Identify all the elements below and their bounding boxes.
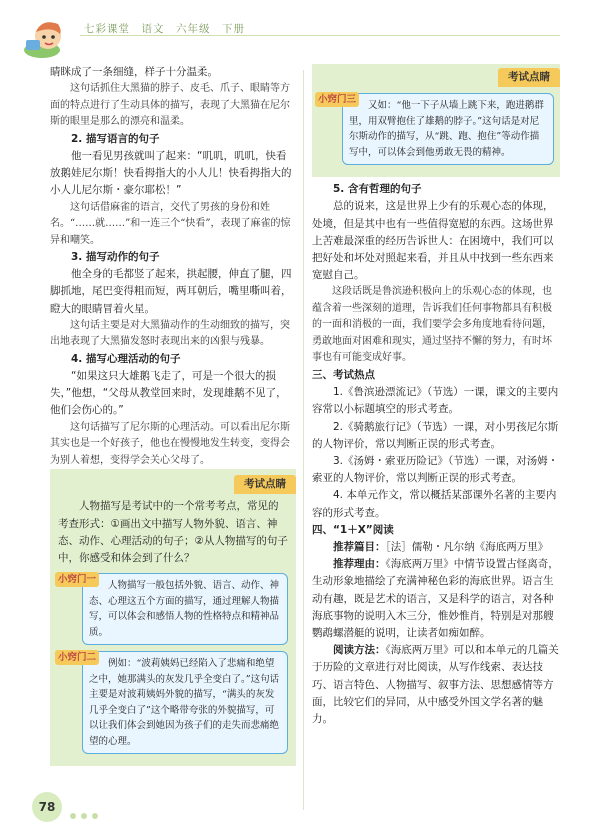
paragraph: “如果这只大雄鹅飞走了，可是一个很大的损失，”他想，“父母从教堂回来时，发现雄鹅不见了，他们会伤心的。”: [50, 370, 287, 417]
annotation: 这句话抓住大黑猫的脖子、皮毛、爪子、眼睛等方面的特点进行了生动具体的描写，表现了大黑猫在尼尔斯的眼里是那么的漂亮和温柔。: [50, 83, 290, 128]
recommended-title: 推荐篇目：［法］儒勒・凡尔纳《海底两万里》: [333, 540, 549, 553]
list-item: 3.《汤姆・索亚历险记》（节选）一课，对汤姆・索亚的人物评价，常以判断正误的形式考查。: [312, 454, 559, 485]
column-divider: [303, 70, 304, 810]
list-item: 4. 本单元作文，常以概括某部课外名著的主要内容的形式考查。: [312, 489, 557, 519]
exam-text: 人物描写是考试中的一个常考考点，常见的考查形式：①画出文中描写人物外貌、语言、神态、动作、心理活动的句子；②从人物描写的句子中，你感受和体会到了什么？: [58, 500, 288, 564]
header-rule: [80, 35, 560, 36]
tip-label: 小窍门三: [315, 92, 359, 107]
section-heading: 三、考试热点: [312, 368, 375, 381]
header-title: 七彩课堂 语文 六年级 下册: [84, 23, 245, 35]
annotation: 这句话描写了尼尔斯的心理活动。可以看出尼尔斯其实也是一个好孩子，他也在慢慢地发生转变，变得会为别人着想，变得学会关心父母了。: [50, 421, 290, 466]
tip-box-2: [58, 651, 288, 754]
tip-label: 小窍门一: [55, 572, 99, 587]
tip-text: 例如：“波莉姨妈已经陷入了悲痛和绝望之中，她那满头的灰发几乎全变白了。”这句话主要是对波莉姨妈外貌的描写，“满头的灰发几乎全变白了”这个略带夸张的外貌描写，可以让我们体会到她因为孩子们的走失而悲痛绝望的心理。: [89, 658, 280, 747]
right-column: [312, 64, 560, 728]
annotation: 这句话借麻雀的语言，交代了男孩的身份和姓名。“……就……”和一连三个“快看”，表现了麻雀的惊异和嘲笑。: [50, 201, 291, 246]
paragraph: 他一看见男孩就叫了起来：“叽叽，叽叽，快看放鹅娃尼尔斯！快看拇指大的小人儿！快看拇指大的小人儿尼尔斯・豪尔耶松！”: [50, 149, 292, 197]
footer-dots: [70, 804, 103, 823]
paragraph: 他全身的毛都竖了起来，拱起腰，伸直了腿，四脚抓地，尾巴变得粗而短，两耳朝后，嘴里嘶叫着，瞪大的眼睛冒着火星。: [50, 268, 292, 315]
list-item: 2.《骑鹅旅行记》（节选）一课，对小男孩尼尔斯的人物评价，常以判断正误的形式考查。: [312, 420, 559, 450]
mascot-icon: [22, 14, 70, 62]
reading-method: 阅读方法：《海底两万里》可以和本单元的几篇关于历险的文章进行对比阅读，从写作线索、表达技巧、语言特色、人物描写、叙事方法、思想感情等方面，比较它们的异同，从中感受外国文学名著的魅力。: [312, 644, 559, 725]
recommend-reason: 推荐理由：《海底两万里》中情节设置古怪离奇，生动形象地描绘了充满神秘色彩的海底世界。语言生动有趣，既是艺术的语言，又是科学的语言，对各种海底事物的说明入木三分，惟妙惟肖，特别是对那艘鹦鹉螺潜艇的说明，让读者如痴如醉。: [312, 558, 559, 639]
tip-text: 人物描写一般包括外貌、语言、动作、神态、心理这五个方面的描写，通过理解人物描写，可以体会和感悟人物的性格特点和精神品质。: [89, 580, 280, 638]
exam-box: [50, 469, 296, 766]
tip-text: 又如：“他一下子从墙上跳下来，跑进鹅群里，用双臂抱住了雄鹅的脖子。”这句话是对尼尔斯动作的描写，从“跳、跑、抱住”等动作描写中，可以体会到他勇敢无畏的精神。: [349, 100, 544, 158]
list-item: 1.《鲁滨逊漂流记》（节选）一课，课文的主要内容常以小标题填空的形式考查。: [312, 386, 559, 416]
tip-box-1: [58, 573, 288, 645]
page-number: 78: [32, 792, 62, 822]
section-heading: 4. 描写心理活动的句子: [71, 352, 181, 365]
annotation: 这段话既是鲁滨逊积极向上的乐观心态的体现，也蕴含着一些深刻的道理，告诉我们任何事物都具有积极的一面和消极的一面，我们要学会多角度地看待问题，勇敢地面对困难和现实，通过坚持不懈的努力，有时坏事也有可能变成好事。: [312, 286, 552, 364]
exam-tag: 考试点睛: [58, 475, 296, 494]
exam-tag: 考试点睛: [318, 68, 560, 87]
paragraph: 睛眯成了一条细缝，样子十分温柔。: [50, 66, 218, 78]
section-heading: 2. 描写语言的句子: [71, 132, 160, 145]
paragraph: 总的说来，这是世界上少有的乐观心态的体现，处境，但是其中也有一些值得宽慰的东西。这场世界上苦难最深重的经历告诉世人：在困境中，我们可以把好处和坏处对照起来看，并且从中找到一些东西来宽慰自己。: [312, 200, 554, 282]
section-heading: 四、“1＋X”阅读: [312, 523, 394, 536]
exam-box: [312, 64, 560, 177]
tip-label: 小窍门二: [55, 650, 99, 665]
section-heading: 3. 描写动作的句子: [71, 251, 160, 264]
left-column: [50, 64, 296, 766]
section-heading: 5. 含有哲理的句子: [333, 183, 422, 196]
tip-box-3: [318, 93, 554, 165]
annotation: 这句话主要是对大黑猫动作的生动细致的描写，突出地表现了大黑猫发怒时表现出来的凶狠与残暴。: [50, 319, 290, 348]
page-header: [0, 0, 600, 62]
